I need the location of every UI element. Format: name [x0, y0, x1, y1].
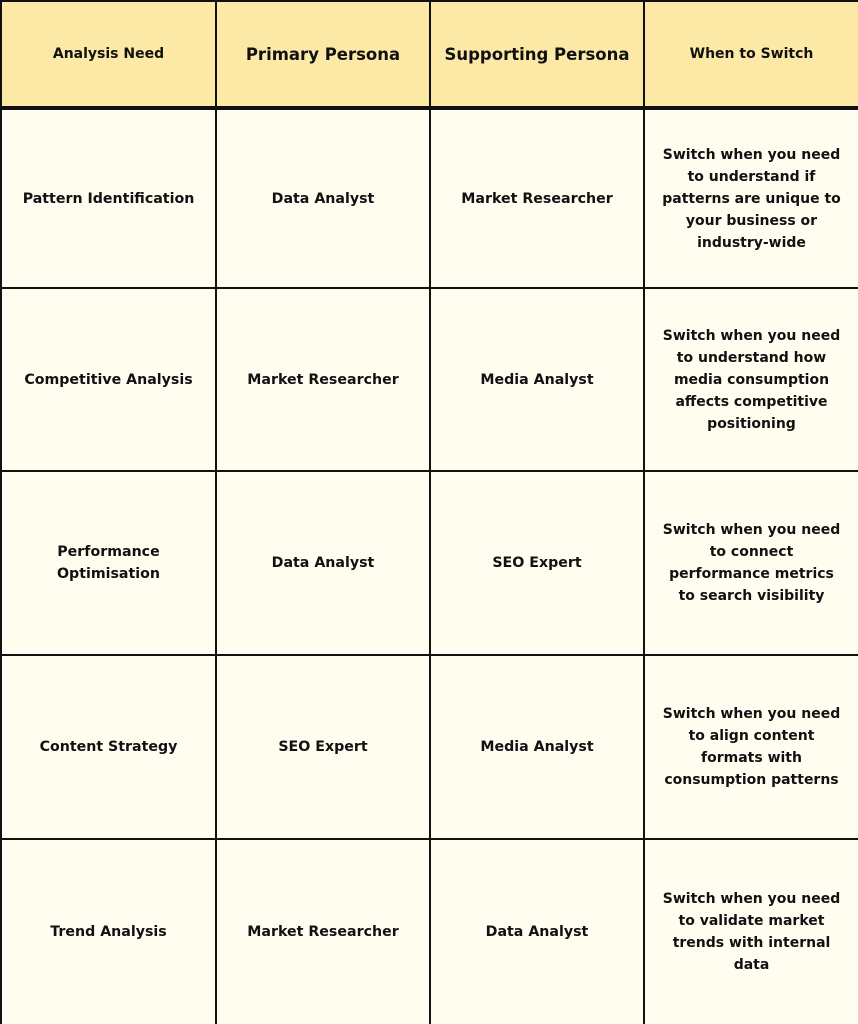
header-analysis-need: Analysis Need: [1, 1, 216, 108]
cell-when-to-switch: Switch when you need to understand how media consumption affects competitive positioning: [644, 288, 858, 471]
cell-primary-persona: Market Researcher: [216, 839, 430, 1024]
cell-primary-persona: Data Analyst: [216, 108, 430, 288]
cell-supporting-persona: Market Researcher: [430, 108, 644, 288]
cell-when-to-switch: Switch when you need to align content formats with consumption patterns: [644, 655, 858, 839]
cell-analysis-need: Trend Analysis: [1, 839, 216, 1024]
cell-when-to-switch: Switch when you need to connect performance metrics to search visibility: [644, 471, 858, 655]
cell-analysis-need: Performance Optimisation: [1, 471, 216, 655]
cell-analysis-need: Pattern Identification: [1, 108, 216, 288]
cell-supporting-persona: Media Analyst: [430, 288, 644, 471]
table-row: [1, 471, 858, 655]
table-row: [1, 839, 858, 1024]
cell-supporting-persona: Media Analyst: [430, 655, 644, 839]
table-body: [1, 108, 858, 1024]
header-primary-persona: Primary Persona: [216, 1, 430, 108]
cell-primary-persona: SEO Expert: [216, 655, 430, 839]
header-when-to-switch: When to Switch: [644, 1, 858, 108]
cell-primary-persona: Market Researcher: [216, 288, 430, 471]
table-header: [1, 1, 858, 108]
table-row: [1, 655, 858, 839]
table-row: [1, 288, 858, 471]
cell-supporting-persona: Data Analyst: [430, 839, 644, 1024]
cell-when-to-switch: Switch when you need to validate market trends with internal data: [644, 839, 858, 1024]
cell-primary-persona: Data Analyst: [216, 471, 430, 655]
cell-supporting-persona: SEO Expert: [430, 471, 644, 655]
header-row: [1, 1, 858, 108]
header-supporting-persona: Supporting Persona: [430, 1, 644, 108]
cell-analysis-need: Competitive Analysis: [1, 288, 216, 471]
table-row: [1, 108, 858, 288]
cell-analysis-need: Content Strategy: [1, 655, 216, 839]
cell-when-to-switch: Switch when you need to understand if patterns are unique to your business or industry-wide: [644, 108, 858, 288]
